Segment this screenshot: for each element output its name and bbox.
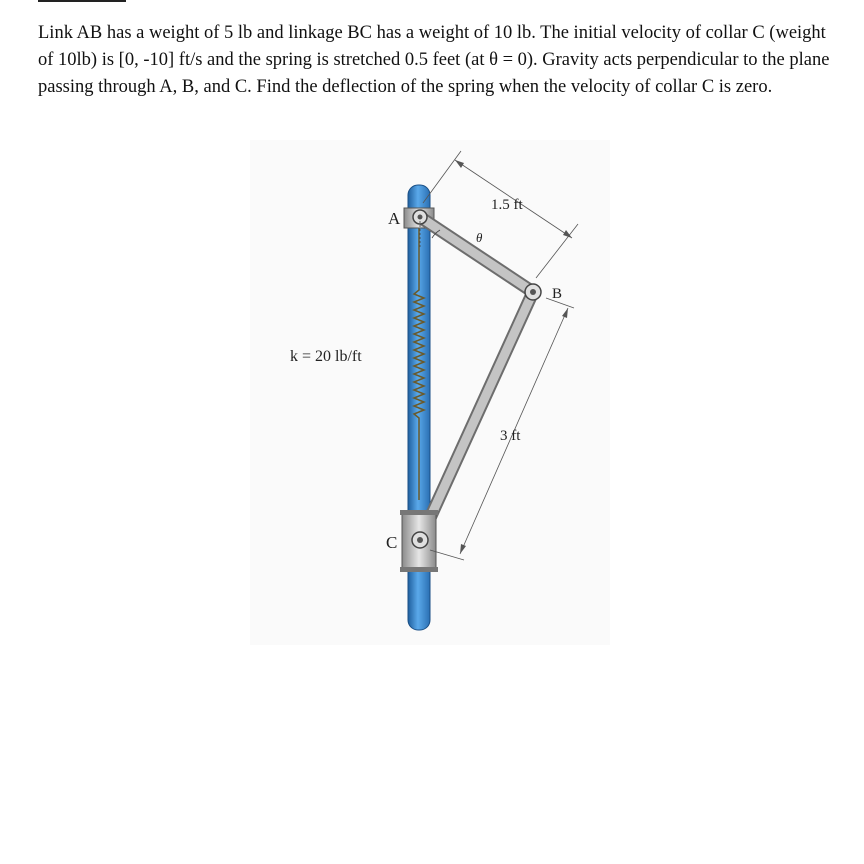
dim-ab-arrow-1 (455, 160, 464, 168)
collar-c-bottom-flange (400, 567, 438, 572)
pin-b-center (530, 289, 536, 295)
dim-bc-label: 3 ft (500, 428, 521, 444)
angle-theta: θ (476, 230, 483, 245)
label-b: B (552, 286, 563, 302)
link-bc (420, 292, 533, 540)
dim-bc-arrow-1 (562, 308, 568, 318)
dim-ab-label: 1.5 ft (491, 197, 523, 213)
label-c: C (386, 533, 398, 552)
collar-c-top-flange (400, 510, 438, 515)
mechanism-diagram (250, 140, 610, 645)
dim-ab-ext-1 (423, 151, 461, 203)
dim-bc-arrow-2 (460, 544, 466, 554)
spring-constant-label: k = 20 lb/ft (290, 348, 362, 365)
pin-c-center (417, 537, 423, 543)
label-a: A (388, 209, 401, 228)
dim-ab-ext-2 (536, 224, 578, 278)
link-ab (420, 217, 533, 292)
mechanism-figure (250, 140, 610, 645)
problem-statement: Link AB has a weight of 5 lb and linkage BC has a weight of 10 lb. The initial velocity of collar C (weight of 10lb) is [0, -10] ft/s and the spring is stretched 0.5 feet (at θ = 0). Gravity acts perpendicular to the plane passing through A, B, and C. Find the deflection of the spring when the velocity of collar C is zero. (38, 23, 830, 97)
top-divider (38, 0, 126, 2)
